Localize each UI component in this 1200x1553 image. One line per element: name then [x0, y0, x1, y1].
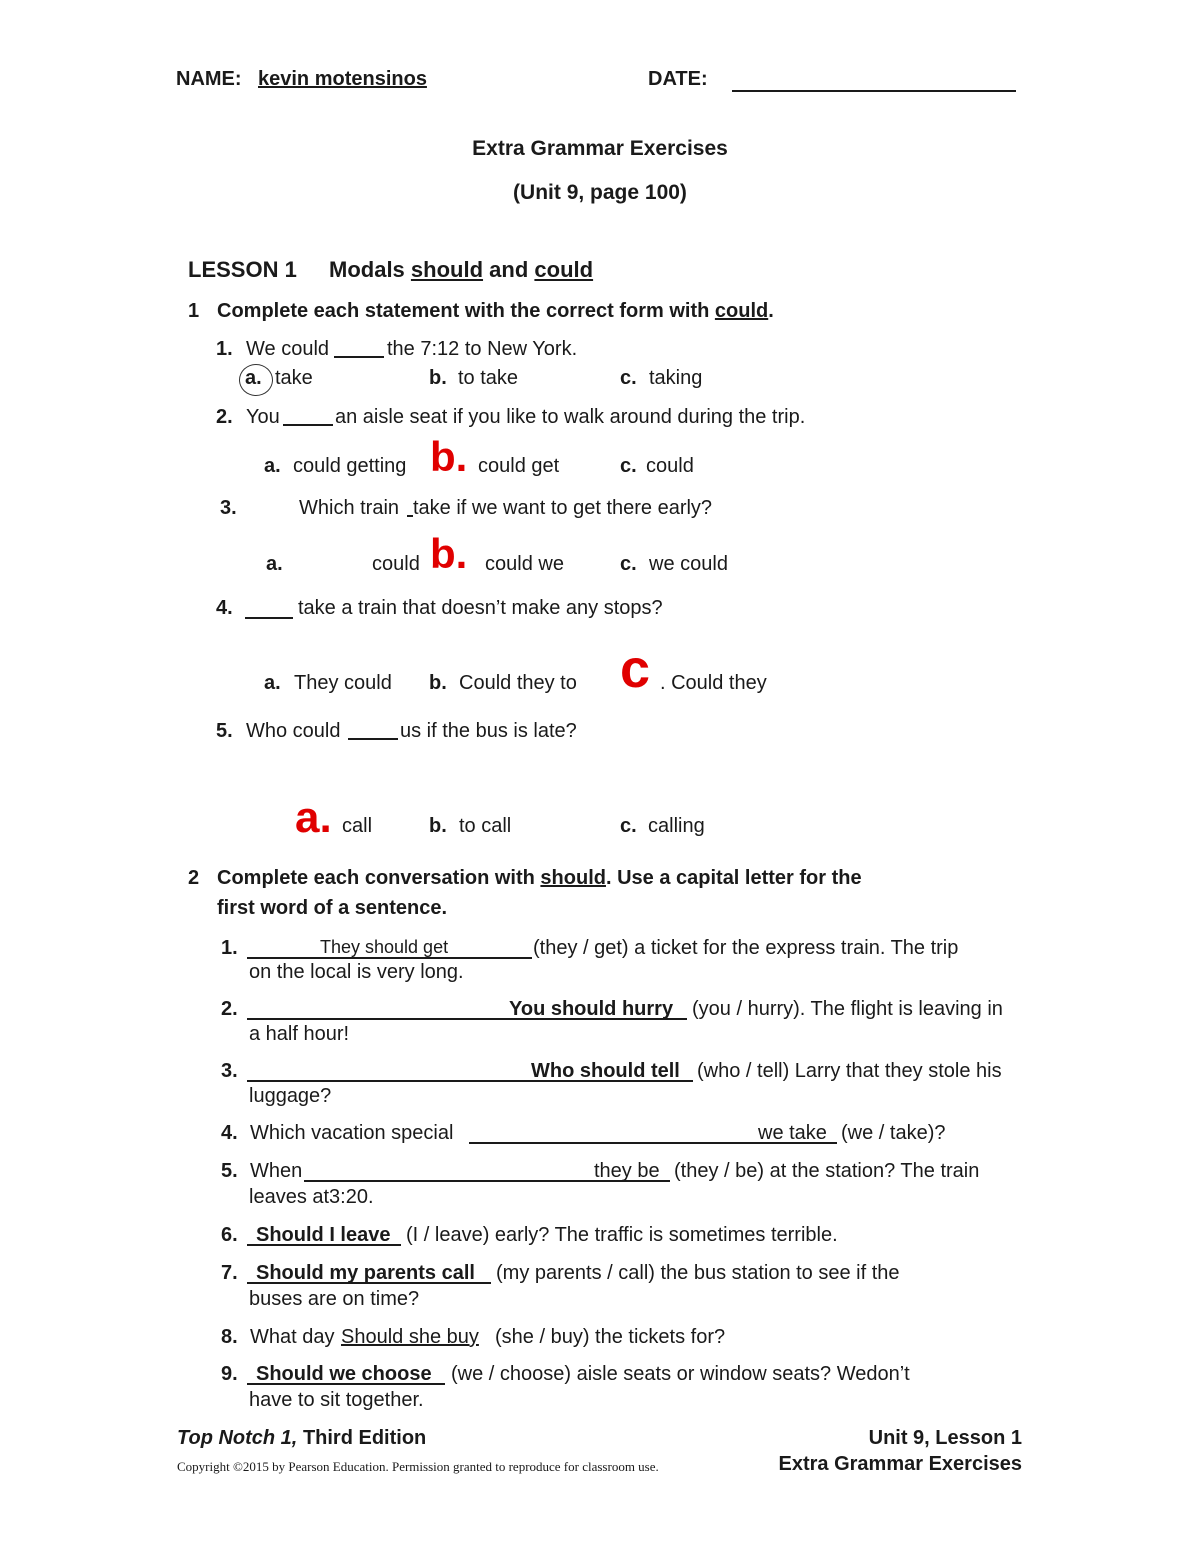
- answer-blank[interactable]: [283, 424, 333, 426]
- item-text-line2: leaves at3:20.: [249, 1186, 374, 1208]
- option-a-label: a.: [245, 367, 262, 389]
- option-a-label: a.: [264, 672, 281, 694]
- question-number: 4.: [216, 597, 233, 619]
- item-text: (they / be) at the station? The train: [674, 1160, 980, 1182]
- date-field[interactable]: [732, 90, 1016, 92]
- option-c-label: c.: [620, 367, 637, 389]
- footer-unit: Unit 9, Lesson 1: [868, 1427, 1022, 1449]
- item-text: (my parents / call) the bus station to see if the: [496, 1262, 900, 1284]
- item-number: 9.: [221, 1363, 238, 1385]
- question-number: 2.: [216, 406, 233, 428]
- item-text: (we / take)?: [841, 1122, 946, 1144]
- item-text-line2: on the local is very long.: [249, 961, 464, 983]
- answer-blank[interactable]: [334, 356, 384, 358]
- exercise-1-number: 1: [188, 300, 200, 322]
- item-text-line2: luggage?: [249, 1085, 332, 1107]
- question-text: You: [246, 406, 280, 428]
- question-text: take a train that doesn’t make any stops?: [298, 597, 663, 619]
- answer-blank[interactable]: [245, 617, 293, 619]
- option-b-label: b.: [429, 367, 447, 389]
- footer-copyright: Copyright ©2015 by Pearson Education. Permission granted to reproduce for classroom use.: [177, 1459, 659, 1474]
- item-text: (I / leave) early? The traffic is sometimes terrible.: [406, 1224, 838, 1246]
- item-number: 3.: [221, 1060, 238, 1082]
- option-c-label: c.: [620, 455, 637, 477]
- question-number: 1.: [216, 338, 233, 360]
- option-a-label: a.: [266, 553, 283, 575]
- footer-section: Extra Grammar Exercises: [778, 1453, 1022, 1475]
- page-subtitle: (Unit 9, page 100): [513, 181, 687, 204]
- item-text-line2: buses are on time?: [249, 1288, 420, 1310]
- question-text: Which train: [299, 497, 400, 519]
- option-b-label: b.: [429, 815, 447, 837]
- lesson-label: LESSON 1: [188, 257, 297, 282]
- item-text-line2: a half hour!: [249, 1023, 350, 1045]
- option-c[interactable]: could: [646, 455, 694, 477]
- question-number: 3.: [220, 497, 237, 519]
- question-text: take if we want to get there early?: [413, 497, 713, 519]
- question-text: Who could: [246, 720, 341, 742]
- option-a[interactable]: could: [372, 553, 420, 575]
- option-b[interactable]: Could they to: [459, 672, 577, 694]
- footer-book-title: Top Notch 1, Third Edition: [177, 1427, 427, 1449]
- filled-answer: Should my parents call: [256, 1262, 475, 1284]
- exercise-2-instruction-line2: first word of a sentence.: [217, 897, 448, 919]
- option-b[interactable]: could we: [485, 553, 564, 575]
- name-label: NAME:: [176, 68, 242, 90]
- item-number: 1.: [221, 937, 238, 959]
- item-number: 5.: [221, 1160, 238, 1182]
- exercise-2-number: 2: [188, 867, 200, 889]
- item-text: (who / tell) Larry that they stole his: [697, 1060, 1002, 1082]
- option-b[interactable]: to take: [458, 367, 519, 389]
- option-a-label: a.: [264, 455, 281, 477]
- item-text: (you / hurry). The flight is leaving in: [692, 998, 1003, 1020]
- item-text: When: [250, 1160, 303, 1182]
- item-number: 8.: [221, 1326, 238, 1348]
- filled-answer: Who should tell: [531, 1060, 680, 1082]
- option-b-label: b.: [429, 672, 447, 694]
- option-c[interactable]: taking: [649, 367, 703, 389]
- question-text: We could: [246, 338, 330, 360]
- option-b[interactable]: could get: [478, 455, 560, 477]
- option-b[interactable]: to call: [459, 815, 512, 837]
- date-label: DATE:: [648, 68, 708, 90]
- item-text-line2: have to sit together.: [249, 1389, 424, 1411]
- question-text: the 7:12 to New York.: [387, 338, 578, 360]
- item-text: Which vacation special: [250, 1122, 454, 1144]
- question-text: us if the bus is late?: [400, 720, 577, 742]
- item-number: 7.: [221, 1262, 238, 1284]
- option-c-label: c.: [620, 815, 637, 837]
- question-number: 5.: [216, 720, 233, 742]
- item-number: 4.: [221, 1122, 238, 1144]
- handwritten-answer-mark: b.: [430, 433, 468, 480]
- option-c[interactable]: . Could they: [660, 672, 767, 694]
- page-title: Extra Grammar Exercises: [472, 137, 728, 160]
- lesson-title: Modals should and could: [329, 257, 594, 282]
- filled-answer: Should I leave: [256, 1224, 391, 1246]
- answer-blank[interactable]: [348, 738, 398, 740]
- option-a[interactable]: They could: [294, 672, 392, 694]
- name-value[interactable]: kevin motensinos: [258, 68, 427, 90]
- handwritten-answer-mark: b.: [430, 530, 468, 577]
- option-a[interactable]: could getting: [293, 455, 407, 477]
- item-text: (she / buy) the tickets for?: [495, 1326, 726, 1348]
- exercise-1-instruction: Complete each statement with the correct form with could.: [217, 300, 774, 322]
- handwritten-answer-mark: c: [620, 639, 651, 699]
- option-a[interactable]: take: [275, 367, 313, 389]
- exercise-2-instruction: Complete each conversation with should. Use a capital letter for the: [217, 867, 862, 889]
- option-c-label: c.: [620, 553, 637, 575]
- handwritten-answer-mark: a.: [295, 793, 332, 842]
- filled-answer: they be: [594, 1160, 660, 1182]
- filled-answer: You should hurry: [509, 998, 674, 1020]
- filled-answer: we take: [758, 1122, 827, 1144]
- item-number: 2.: [221, 998, 238, 1020]
- question-text: an aisle seat if you like to walk around during the trip.: [335, 406, 806, 428]
- item-text: (they / get) a ticket for the express train. The trip: [533, 937, 959, 959]
- filled-answer: Should she buy: [341, 1326, 479, 1348]
- option-a[interactable]: call: [342, 815, 373, 837]
- item-text: What day: [250, 1326, 335, 1348]
- filled-answer: Should we choose: [256, 1363, 432, 1385]
- item-text: (we / choose) aisle seats or window seats? Wedon’t: [451, 1363, 910, 1385]
- option-c[interactable]: we could: [649, 553, 728, 575]
- handwritten-answer: They should get: [320, 937, 449, 957]
- item-number: 6.: [221, 1224, 238, 1246]
- option-c[interactable]: calling: [648, 815, 705, 837]
